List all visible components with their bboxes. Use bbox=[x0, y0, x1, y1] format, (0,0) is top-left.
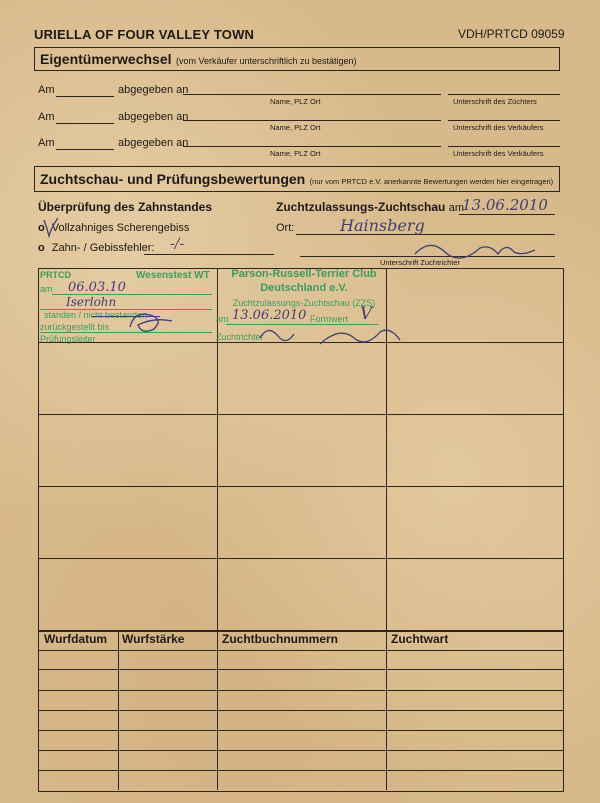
table-row-line bbox=[38, 710, 563, 711]
name-field-line[interactable] bbox=[183, 146, 441, 147]
litter-table-frame bbox=[38, 630, 564, 792]
signature-label: Unterschrift des Züchters bbox=[453, 97, 537, 106]
full-teeth-label: Vollzahniges Scherengebiss bbox=[51, 222, 190, 234]
zzs-heading: Zuchtzulassungs-Zuchtschau bbox=[276, 200, 446, 214]
name-field-line[interactable] bbox=[183, 94, 441, 95]
club-zzs: Zuchtzulassungs-Zuchtschau (ZZS) bbox=[232, 298, 376, 308]
formwert-value: V bbox=[360, 304, 373, 324]
teeth-fault-line[interactable] bbox=[144, 254, 274, 255]
signature-label: Unterschrift des Verkäufers bbox=[453, 123, 544, 132]
teeth-fault-label: Zahn- / Gebissfehler: bbox=[51, 242, 155, 254]
grid-row-line bbox=[38, 486, 563, 487]
date-field-line[interactable] bbox=[56, 96, 114, 97]
ort-label: Ort: bbox=[276, 222, 295, 234]
stamp-title: Wesenstest WT bbox=[136, 270, 210, 281]
column-header-litter-date: Wurfdatum bbox=[44, 632, 108, 646]
registration-number: VDH/PRTCD 09059 bbox=[458, 27, 565, 41]
signature-label: Unterschrift des Verkäufers bbox=[453, 149, 544, 158]
signature-field-line[interactable] bbox=[448, 120, 560, 121]
table-row-line bbox=[38, 770, 563, 771]
column-header-litter-size: Wurfstärke bbox=[122, 632, 185, 646]
table-row-line bbox=[38, 690, 563, 691]
signature-field-line[interactable] bbox=[448, 94, 560, 95]
stamp-deferred: zurückgestellt bis bbox=[40, 322, 110, 332]
ownership-section bbox=[34, 47, 560, 71]
judge-signature-scribble bbox=[250, 320, 410, 350]
ownership-subtitle: (vom Verkäufer unterschriftlich zu bestätigen) bbox=[175, 56, 357, 66]
stamp-date: 06.03.10 bbox=[68, 280, 126, 295]
teeth-heading: Überprüfung des Zahnstandes bbox=[38, 200, 213, 214]
zzs-date-line[interactable] bbox=[459, 214, 555, 215]
abgegeben-label: abgegeben an bbox=[118, 84, 189, 96]
zzs-date-value: 13.06.2010 bbox=[462, 196, 548, 214]
signature-field-line[interactable] bbox=[448, 146, 560, 147]
stamp-org: PRTCD bbox=[40, 270, 71, 280]
stamp-leader: Prüfungsleiter bbox=[40, 334, 96, 344]
abgegeben-label: abgegeben an bbox=[118, 111, 189, 123]
table-row-line bbox=[38, 750, 563, 751]
stamp-result: standen / nicht bestanden bbox=[44, 310, 148, 320]
tester-signature-scribble bbox=[124, 307, 178, 335]
formwert-label: Formwert bbox=[310, 314, 348, 324]
stamp-am-label: am bbox=[40, 284, 53, 294]
am-label: Am bbox=[38, 137, 55, 149]
teeth-option-fault[interactable] bbox=[38, 242, 155, 254]
zzs-am-label: am bbox=[448, 202, 464, 214]
evaluations-subtitle: (nur vom PRTCD e.V. anerkannte Bewertungen werden hier eingetragen) bbox=[309, 177, 554, 186]
date-field-line[interactable] bbox=[56, 149, 114, 150]
evaluations-title: Zuchtschau- und Prüfungsbewertungen bbox=[40, 171, 306, 187]
ort-value: Hainsberg bbox=[340, 216, 425, 235]
am-label: Am bbox=[38, 84, 55, 96]
teeth-option-full[interactable] bbox=[38, 222, 189, 234]
evaluations-section bbox=[34, 166, 560, 192]
date-field-line[interactable] bbox=[56, 123, 114, 124]
club-judge-label: Zuchtrichter bbox=[216, 332, 264, 342]
stamp-line bbox=[40, 332, 212, 333]
ownership-title: Eigentümerwechsel bbox=[40, 51, 172, 67]
judge-signature-scribble bbox=[410, 234, 540, 262]
judge-signature-label: Unterschrift Zuchtrichter bbox=[380, 258, 461, 267]
name-label: Name, PLZ Ort bbox=[270, 149, 321, 158]
table-row-line bbox=[38, 730, 563, 731]
grid-row-line bbox=[38, 558, 563, 559]
dog-name-title: URIELLA OF FOUR VALLEY TOWN bbox=[34, 27, 255, 42]
stamp-place: Iserlohn bbox=[66, 295, 117, 309]
name-label: Name, PLZ Ort bbox=[270, 123, 321, 132]
teeth-fault-value: -/- bbox=[170, 236, 185, 252]
club-am-label: am bbox=[216, 314, 229, 324]
table-row-line bbox=[38, 650, 563, 651]
radio-circle-icon: o bbox=[38, 242, 45, 254]
table-row-line bbox=[38, 669, 563, 670]
radio-circle-icon: o bbox=[38, 222, 45, 234]
grid-row-line bbox=[38, 414, 563, 415]
name-field-line[interactable] bbox=[183, 120, 441, 121]
club-name-2: Deutschland e.V. bbox=[260, 282, 348, 294]
column-header-studbook-numbers: Zuchtbuchnummern bbox=[222, 632, 338, 646]
name-label: Name, PLZ Ort bbox=[270, 97, 321, 106]
am-label: Am bbox=[38, 111, 55, 123]
column-header-breed-warden: Zuchtwart bbox=[391, 632, 449, 646]
checkmark-icon bbox=[42, 216, 60, 238]
abgegeben-label: abgegeben an bbox=[118, 137, 189, 149]
club-date: 13.06.2010 bbox=[232, 308, 307, 323]
club-name-1: Parson-Russell-Terrier Club bbox=[231, 268, 377, 280]
